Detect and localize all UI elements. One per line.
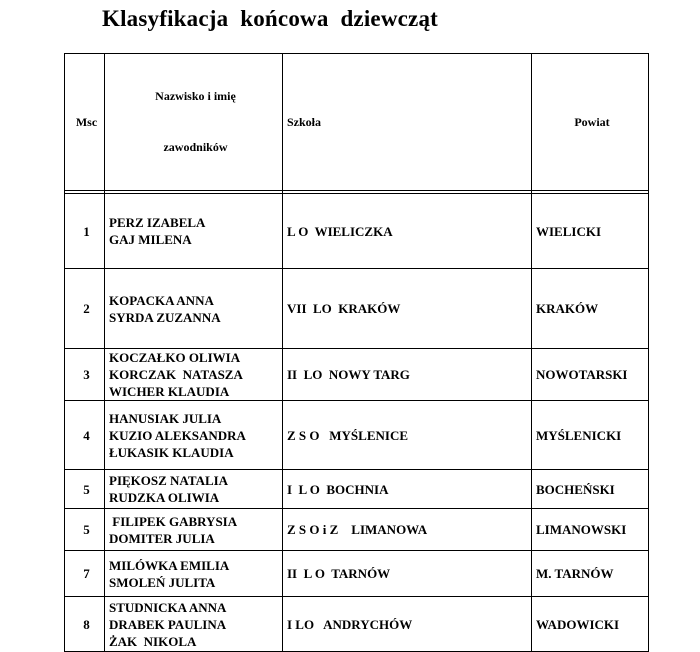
competitors-cell bbox=[105, 470, 283, 509]
place-cell: 7 bbox=[65, 551, 105, 597]
table-row bbox=[65, 597, 649, 652]
competitors-cell bbox=[105, 401, 283, 470]
competitor-name: KORCZAK NATASZA bbox=[109, 367, 243, 382]
header-name-line2: zawodników bbox=[163, 140, 228, 154]
district-cell: WIELICKI bbox=[532, 194, 649, 269]
header-place: Msc bbox=[65, 54, 105, 191]
district-cell: KRAKÓW bbox=[532, 269, 649, 349]
table-row bbox=[65, 551, 649, 597]
header-district: Powiat bbox=[532, 54, 649, 191]
table-row bbox=[65, 269, 649, 349]
table-row bbox=[65, 349, 649, 401]
place-cell: 3 bbox=[65, 349, 105, 401]
header-row bbox=[65, 54, 649, 191]
school-cell: L O WIELICZKA bbox=[283, 194, 532, 269]
district-cell: NOWOTARSKI bbox=[532, 349, 649, 401]
school-cell: II LO NOWY TARG bbox=[283, 349, 532, 401]
school-cell: VII LO KRAKÓW bbox=[283, 269, 532, 349]
competitor-name: RUDZKA OLIWIA bbox=[109, 490, 220, 505]
competitor-name: FILIPEK GABRYSIA bbox=[109, 513, 238, 529]
place-cell: 8 bbox=[65, 597, 105, 652]
header-school: Szkoła bbox=[283, 54, 532, 191]
competitor-name: HANUSIAK JULIA bbox=[109, 410, 222, 426]
competitor-name: WICHER KLAUDIA bbox=[109, 384, 230, 399]
place-cell: 5 bbox=[65, 470, 105, 509]
competitor-name: SYRDA ZUZANNA bbox=[109, 309, 221, 325]
competitor-name: ŁUKASIK KLAUDIA bbox=[109, 444, 234, 460]
place-cell: 5 bbox=[65, 509, 105, 551]
competitor-name: PERZ IZABELA bbox=[109, 215, 206, 230]
table-row bbox=[65, 401, 649, 470]
competitor-name: KOCZAŁKO OLIWIA bbox=[109, 350, 241, 365]
district-cell: BOCHEŃSKI bbox=[532, 470, 649, 509]
competitor-name: KUZIO ALEKSANDRA bbox=[109, 427, 246, 443]
school-cell: Z S O MYŚLENICE bbox=[283, 401, 532, 470]
school-cell: II L O TARNÓW bbox=[283, 551, 532, 597]
school-cell: I LO ANDRYCHÓW bbox=[283, 597, 532, 652]
place-cell: 2 bbox=[65, 269, 105, 349]
competitor-name: KOPACKA ANNA bbox=[109, 292, 214, 308]
competitor-name: GAJ MILENA bbox=[109, 232, 192, 247]
table-row bbox=[65, 470, 649, 509]
place-cell: 4 bbox=[65, 401, 105, 470]
school-cell: Z S O i Z LIMANOWA bbox=[283, 509, 532, 551]
competitors-cell bbox=[105, 269, 283, 349]
place-cell: 1 bbox=[65, 194, 105, 269]
competitors-cell bbox=[105, 509, 283, 551]
competitor-name: STUDNICKA ANNA bbox=[109, 599, 227, 615]
district-cell: M. TARNÓW bbox=[532, 551, 649, 597]
competitors-cell bbox=[105, 349, 283, 401]
results-table bbox=[64, 53, 649, 652]
competitors-cell bbox=[105, 194, 283, 269]
table-row bbox=[65, 194, 649, 269]
competitor-name: PIĘKOSZ NATALIA bbox=[109, 473, 229, 488]
competitor-name: DOMITER JULIA bbox=[109, 530, 215, 546]
district-cell: LIMANOWSKI bbox=[532, 509, 649, 551]
page-title: Klasyfikacja końcowa dziewcząt bbox=[102, 6, 439, 31]
header-name bbox=[105, 54, 283, 191]
competitor-name: MILÓWKA EMILIA bbox=[109, 557, 230, 573]
table-row bbox=[65, 509, 649, 551]
results-body bbox=[65, 194, 649, 652]
competitors-cell bbox=[105, 597, 283, 652]
competitor-name: DRABEK PAULINA bbox=[109, 616, 227, 632]
school-cell: I L O BOCHNIA bbox=[283, 470, 532, 509]
competitor-name: ŻAK NIKOLA bbox=[109, 633, 197, 649]
district-cell: MYŚLENICKI bbox=[532, 401, 649, 470]
district-cell: WADOWICKI bbox=[532, 597, 649, 652]
competitors-cell bbox=[105, 551, 283, 597]
competitor-name: SMOLEŃ JULITA bbox=[109, 574, 216, 590]
header-name-line1: Nazwisko i imię bbox=[155, 89, 236, 103]
